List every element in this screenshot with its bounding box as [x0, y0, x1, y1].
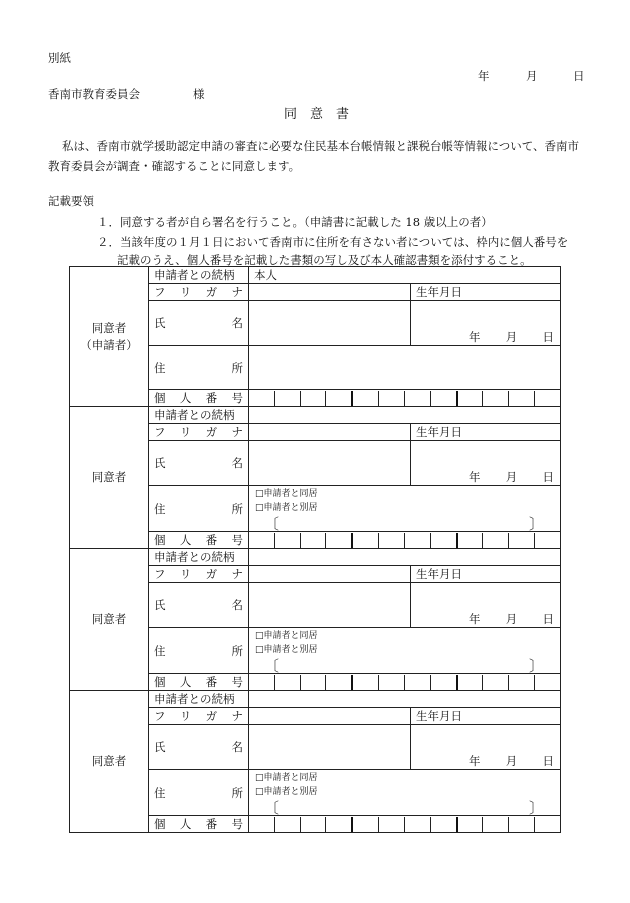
birthdate-input[interactable]: 年 月 日: [411, 301, 561, 346]
mynumber-label: 個 人 番 号: [149, 816, 249, 833]
furigana-label: フ リ ガ ナ: [149, 708, 249, 725]
name-input[interactable]: [249, 583, 411, 628]
mynumber-digit-cell[interactable]: [483, 391, 509, 406]
instructions-heading: 記載要領: [48, 194, 94, 208]
date-year: 年: [478, 69, 490, 83]
relation-label: 申請者との続柄: [149, 549, 249, 566]
mynumber-digit-cell[interactable]: [535, 675, 560, 690]
mynumber-digit-cell[interactable]: [249, 391, 275, 406]
bracket-open: 〔: [264, 514, 280, 533]
mynumber-digit-cell[interactable]: [458, 533, 484, 548]
mynumber-digit-cell[interactable]: [353, 391, 379, 406]
relation-input[interactable]: [249, 691, 561, 708]
mynumber-digit-cell[interactable]: [326, 817, 353, 832]
mynumber-digit-cell[interactable]: [249, 675, 275, 690]
mynumber-digit-cell[interactable]: [275, 817, 301, 832]
instruction-item-2-line1: ２．当該年度の１月１日において香南市に住所を有さない者については、枠内に個人番号を: [97, 235, 569, 249]
mynumber-digit-cell[interactable]: [379, 675, 405, 690]
mynumber-digit-cell[interactable]: [509, 533, 535, 548]
mynumber-digit-cell[interactable]: [458, 817, 484, 832]
date-month: 月: [526, 69, 538, 83]
mynumber-digit-cell[interactable]: [405, 533, 431, 548]
name-input[interactable]: [249, 441, 411, 486]
mynumber-digit-cell[interactable]: [249, 817, 275, 832]
bracket-open: 〔: [264, 656, 280, 675]
furigana-label: フ リ ガ ナ: [149, 566, 249, 583]
name-label: 氏 名: [149, 583, 249, 628]
address-input[interactable]: [249, 770, 561, 816]
instruction-item-1: １．同意する者が自ら署名を行うこと。（申請書に記載した 18 歳以上の者）: [97, 215, 493, 229]
mynumber-input: [249, 674, 561, 691]
bracket-close: 〕: [528, 514, 544, 533]
mynumber-digit-cell[interactable]: [431, 533, 458, 548]
consenter-group-label: 同意者 （申請者）: [70, 267, 149, 407]
mynumber-digit-cell[interactable]: [405, 817, 431, 832]
mynumber-digit-cell[interactable]: [483, 675, 509, 690]
name-label: 氏 名: [149, 441, 249, 486]
address-label: 住 所: [149, 628, 249, 674]
page-title: 同意書: [284, 107, 363, 122]
consent-line-2: 教育委員会が調査・確認することに同意します。: [48, 159, 301, 173]
birthdate-label: 生年月日: [411, 708, 561, 725]
furigana-label: フ リ ガ ナ: [149, 424, 249, 441]
mynumber-digit-cell[interactable]: [405, 675, 431, 690]
mynumber-digit-cell[interactable]: [249, 533, 275, 548]
consent-statement: [48, 136, 594, 176]
separate-household-checkbox[interactable]: □申請者と別居: [255, 502, 318, 513]
name-label: 氏 名: [149, 725, 249, 770]
mynumber-digit-cell[interactable]: [535, 391, 560, 406]
mynumber-digit-cell[interactable]: [326, 675, 353, 690]
relation-input[interactable]: [249, 407, 561, 424]
mynumber-digit-cell[interactable]: [301, 675, 327, 690]
relation-row: [70, 407, 561, 424]
mynumber-digit-cell[interactable]: [535, 817, 560, 832]
mynumber-digit-cell[interactable]: [353, 675, 379, 690]
mynumber-digit-cell[interactable]: [431, 391, 458, 406]
mynumber-digit-cell[interactable]: [458, 675, 484, 690]
birthdate-input[interactable]: 年 月 日: [411, 725, 561, 770]
addressee: 香南市教育委員会: [48, 87, 140, 101]
relation-row: [70, 691, 561, 708]
relation-label: 申請者との続柄: [149, 407, 249, 424]
relation-row: [70, 267, 561, 284]
same-household-checkbox[interactable]: □申請者と同居: [255, 630, 318, 641]
mynumber-digit-cell[interactable]: [458, 391, 484, 406]
mynumber-digit-cell[interactable]: [326, 533, 353, 548]
mynumber-digit-cell[interactable]: [483, 817, 509, 832]
mynumber-digit-cell[interactable]: [431, 817, 458, 832]
consenter-group-label: 同意者: [70, 691, 149, 833]
mynumber-digit-cell[interactable]: [509, 675, 535, 690]
mynumber-digit-cell[interactable]: [509, 817, 535, 832]
birthdate-label: 生年月日: [411, 284, 561, 301]
address-input[interactable]: [249, 486, 561, 532]
bracket-open: 〔: [264, 798, 280, 817]
name-input[interactable]: [249, 725, 411, 770]
mynumber-digit-cell[interactable]: [326, 391, 353, 406]
honorific: 様: [193, 87, 205, 101]
address-label: 住 所: [149, 770, 249, 816]
address-label: 住 所: [149, 486, 249, 532]
annex-label: 別紙: [48, 51, 71, 65]
separate-household-checkbox[interactable]: □申請者と別居: [255, 786, 318, 797]
mynumber-digit-cell[interactable]: [379, 533, 405, 548]
relation-label: 申請者との続柄: [149, 691, 249, 708]
mynumber-input: [249, 390, 561, 407]
birthdate-label: 生年月日: [411, 424, 561, 441]
furigana-input[interactable]: [249, 284, 411, 301]
birthdate-label: 生年月日: [411, 566, 561, 583]
relation-label: 申請者との続柄: [149, 267, 249, 284]
birthdate-input[interactable]: 年 月 日: [411, 583, 561, 628]
mynumber-digit-cell[interactable]: [275, 533, 301, 548]
consent-form-table: [69, 266, 561, 833]
mynumber-digit-cell[interactable]: [275, 391, 301, 406]
furigana-input[interactable]: [249, 708, 411, 725]
birthdate-input[interactable]: 年 月 日: [411, 441, 561, 486]
consenter-group-label: 同意者: [70, 407, 149, 549]
mynumber-digit-cell[interactable]: [301, 817, 327, 832]
consenter-group-label: 同意者: [70, 549, 149, 691]
date-day: 日: [573, 69, 585, 83]
mynumber-input: [249, 532, 561, 549]
mynumber-digit-cell[interactable]: [275, 675, 301, 690]
relation-row: [70, 549, 561, 566]
address-label: 住 所: [149, 346, 249, 390]
mynumber-label: 個 人 番 号: [149, 390, 249, 407]
name-label: 氏 名: [149, 301, 249, 346]
furigana-label: フ リ ガ ナ: [149, 284, 249, 301]
mynumber-digit-cell[interactable]: [379, 817, 405, 832]
mynumber-digit-cell[interactable]: [405, 391, 431, 406]
mynumber-label: 個 人 番 号: [149, 674, 249, 691]
mynumber-label: 個 人 番 号: [149, 532, 249, 549]
mynumber-input: [249, 816, 561, 833]
consent-line-1: 私は、香南市就学援助認定申請の審査に必要な住民基本台帳情報と課税台帳等情報について、香南市: [62, 139, 580, 153]
mynumber-digit-cell[interactable]: [353, 817, 379, 832]
mynumber-digit-cell[interactable]: [509, 391, 535, 406]
mynumber-digit-cell[interactable]: [301, 391, 327, 406]
furigana-input[interactable]: [249, 424, 411, 441]
instruction-item-2-line2: 記載のうえ、個人番号を記載した書類の写し及び本人確認書類を添付すること。: [117, 253, 532, 267]
separate-household-checkbox[interactable]: □申請者と別居: [255, 644, 318, 655]
mynumber-digit-cell[interactable]: [379, 391, 405, 406]
relation-input[interactable]: 本人: [249, 267, 561, 284]
furigana-input[interactable]: [249, 566, 411, 583]
mynumber-digit-cell[interactable]: [483, 533, 509, 548]
same-household-checkbox[interactable]: □申請者と同居: [255, 772, 318, 783]
same-household-checkbox[interactable]: □申請者と同居: [255, 488, 318, 499]
address-input[interactable]: [249, 346, 561, 390]
bracket-close: 〕: [528, 798, 544, 817]
mynumber-digit-cell[interactable]: [535, 533, 560, 548]
bracket-close: 〕: [528, 656, 544, 675]
name-input[interactable]: [249, 301, 411, 346]
address-input[interactable]: [249, 628, 561, 674]
mynumber-digit-cell[interactable]: [353, 533, 379, 548]
mynumber-digit-cell[interactable]: [301, 533, 327, 548]
relation-input[interactable]: [249, 549, 561, 566]
mynumber-digit-cell[interactable]: [431, 675, 458, 690]
